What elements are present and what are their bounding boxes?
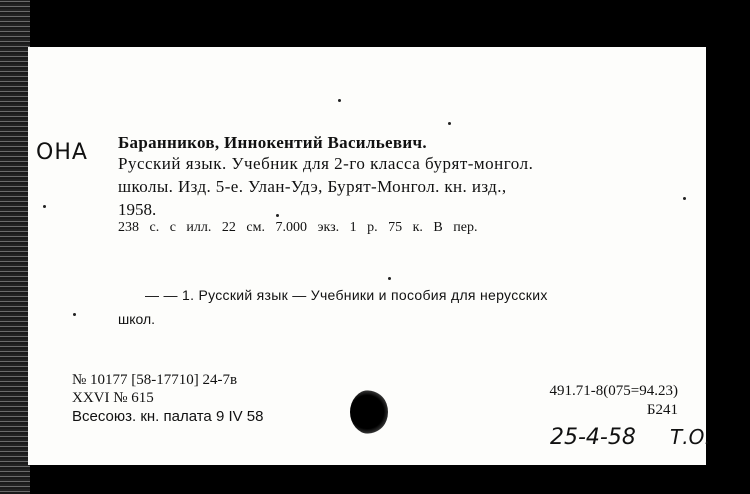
record-number: № 10177 [58-17710] 24-7в [72, 372, 238, 388]
shelf-mark: Б241 [646, 402, 678, 418]
author-heading: Баранников, Иннокентий Васильевич. [118, 133, 427, 152]
physical-description: 238 с. с илл. 22 см. 7.000 экз. 1 р. 75 к. В пер. [118, 220, 478, 235]
dust-speck [276, 214, 279, 217]
dust-speck [338, 99, 341, 102]
dust-speck [73, 313, 76, 316]
classification-code: 491.71-8(075=94.23) [549, 383, 678, 399]
title-line-1: Русский язык. Учебник для 2-го класса бурят-монгол. [118, 154, 534, 173]
subject-heading-line-1: — — 1. Русский язык — Учебники и пособия для нерусских [145, 287, 548, 303]
dust-speck [448, 122, 451, 125]
handwritten-code: ОНА [36, 140, 88, 165]
scanner-edge [0, 0, 30, 494]
series-number: XXVI № 615 [72, 390, 154, 406]
dust-speck [388, 277, 391, 280]
subject-heading-line-2: школ. [118, 311, 156, 327]
title-line-3: 1958. [118, 200, 157, 219]
dust-speck [683, 197, 686, 200]
ink-blot [350, 390, 388, 434]
book-chamber-stamp: Всесоюз. кн. палата 9 IV 58 [72, 408, 264, 425]
library-catalog-card [28, 47, 711, 465]
title-line-2: школы. Изд. 5-е. Улан-Удэ, Бурят-Монгол. кн. изд., [118, 177, 507, 196]
handwritten-date: 25-4-58 [550, 425, 636, 450]
handwritten-initials: Т.О. [670, 425, 711, 449]
dust-speck [43, 205, 46, 208]
